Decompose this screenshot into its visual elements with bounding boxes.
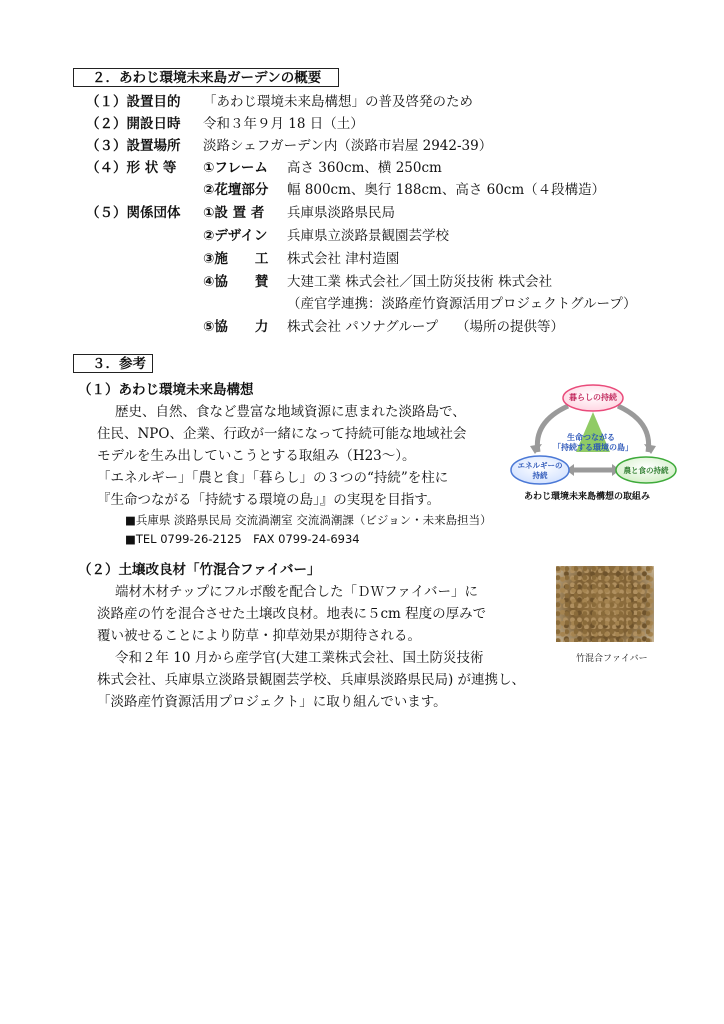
sub1-line-1: 歴史、自然、食など豊富な地域資源に恵まれた淡路島で、 (115, 404, 466, 420)
sub2-line-6: 「淡路産竹資源活用プロジェクト」に取り組んでいます。 (97, 694, 447, 710)
vision-diagram (508, 382, 678, 502)
photo-caption: 竹混合ファイバー (576, 654, 648, 664)
item-purpose-value: 「あわじ環境未来島構想」の普及啓発のため (203, 94, 473, 110)
org-value-3: 株式会社 津村造園 (287, 251, 400, 267)
diagram-left-line2: 持続 (532, 471, 548, 480)
item-place (86, 136, 181, 156)
sub1-heading: （１）あわじ環境未来島構想 (78, 382, 254, 398)
sub1-line-3: モデルを生み出していこうとする取組み（H23～）。 (97, 448, 416, 464)
sub1-line-5: 『生命つながる「持続する環境の島」』の実現を目指す。 (97, 492, 441, 508)
org-key-1: ①設 置 者 (203, 205, 265, 221)
sub2-line-4: 令和２年 10 月から産学官(大建工業株式会社、国土防災技術 (115, 650, 484, 666)
item-label: （２）開設日時 (86, 116, 181, 132)
sub2-heading: （２）土壌改良材「竹混合ファイバー」 (78, 562, 321, 578)
item-label: （５）関係団体 (86, 205, 181, 221)
shape-value-bed: 幅 800cm、奥行 188cm、高さ 60cm（４段構造） (287, 182, 606, 198)
shape-key-bed: ②花壇部分 (203, 182, 269, 198)
item-label: （４）形 状 等 (86, 160, 177, 176)
org-value-5: 株式会社 パソナグループ （場所の提供等） (287, 319, 564, 335)
org-value-4-note: （産官学連携：淡路産竹資源活用プロジェクトグループ） (287, 296, 637, 312)
item-orgs (86, 203, 181, 223)
item-shape (86, 158, 176, 178)
fiber-photo (556, 566, 654, 642)
item-label: （３）設置場所 (86, 138, 181, 154)
diagram-center-line2: 「持続する環境の島」 (553, 443, 633, 452)
contact-line-1: ■兵庫県 淡路県民局 交流渦潮室 交流渦潮課（ビジョン・未来島担当） (125, 513, 492, 527)
section2-title: ２．あわじ環境未来島ガーデンの概要 (73, 68, 339, 87)
org-key-4: ④協 賛 (203, 274, 269, 290)
sub2-line-1: 端材木材チップにフルボ酸を配合した「ＤＷファイバー」に (115, 584, 479, 600)
org-key-3: ③施 工 (203, 251, 269, 267)
item-purpose (86, 92, 181, 112)
shape-value-frame: 高さ 360cm、横 250cm (287, 160, 442, 176)
diagram-top-label: 暮らしの持続 (569, 393, 617, 402)
sub2-line-5: 株式会社、兵庫県立淡路景観園芸学校、兵庫県淡路県民局) が連携し、 (97, 672, 526, 688)
item-date (86, 114, 181, 134)
sub1-line-4: 「エネルギー」「農と食」「暮らし」の３つの“持続”を柱に (97, 470, 449, 486)
item-date-value: 令和３年９月 18 日（土） (203, 116, 364, 132)
contact-line-2: ■TEL 0799-26-2125 FAX 0799-24-6934 (125, 532, 360, 546)
item-label: （１）設置目的 (86, 94, 181, 110)
diagram-center-line1: 生命つながる (567, 433, 615, 442)
sub2-line-2: 淡路産の竹を混合させた土壌改良材。地表に５cm 程度の厚みで (97, 606, 487, 622)
shape-key-frame: ①フレーム (203, 160, 268, 176)
diagram-right-label: 農と食の持続 (623, 466, 669, 475)
org-key-2: ②デザイン (203, 228, 268, 244)
sub2-line-3: 覆い被せることにより防草・抑草効果が期待される。 (97, 628, 421, 644)
diagram-left-line1: エネルギーの (517, 461, 563, 470)
sub1-line-2: 住民、NPO、企業、行政が一緒になって持続可能な地域社会 (97, 426, 467, 442)
section3-title: ３．参考 (73, 354, 153, 373)
org-key-5: ⑤協 力 (203, 319, 269, 335)
org-value-2: 兵庫県立淡路景観園芸学校 (287, 228, 449, 244)
item-place-value: 淡路シェフガーデン内（淡路市岩屋 2942-39） (203, 138, 493, 154)
org-value-1: 兵庫県淡路県民局 (287, 205, 395, 221)
diagram-caption: あわじ環境未来島構想の取組み (524, 492, 651, 502)
org-value-4: 大建工業 株式会社／国土防災技術 株式会社 (287, 274, 553, 290)
